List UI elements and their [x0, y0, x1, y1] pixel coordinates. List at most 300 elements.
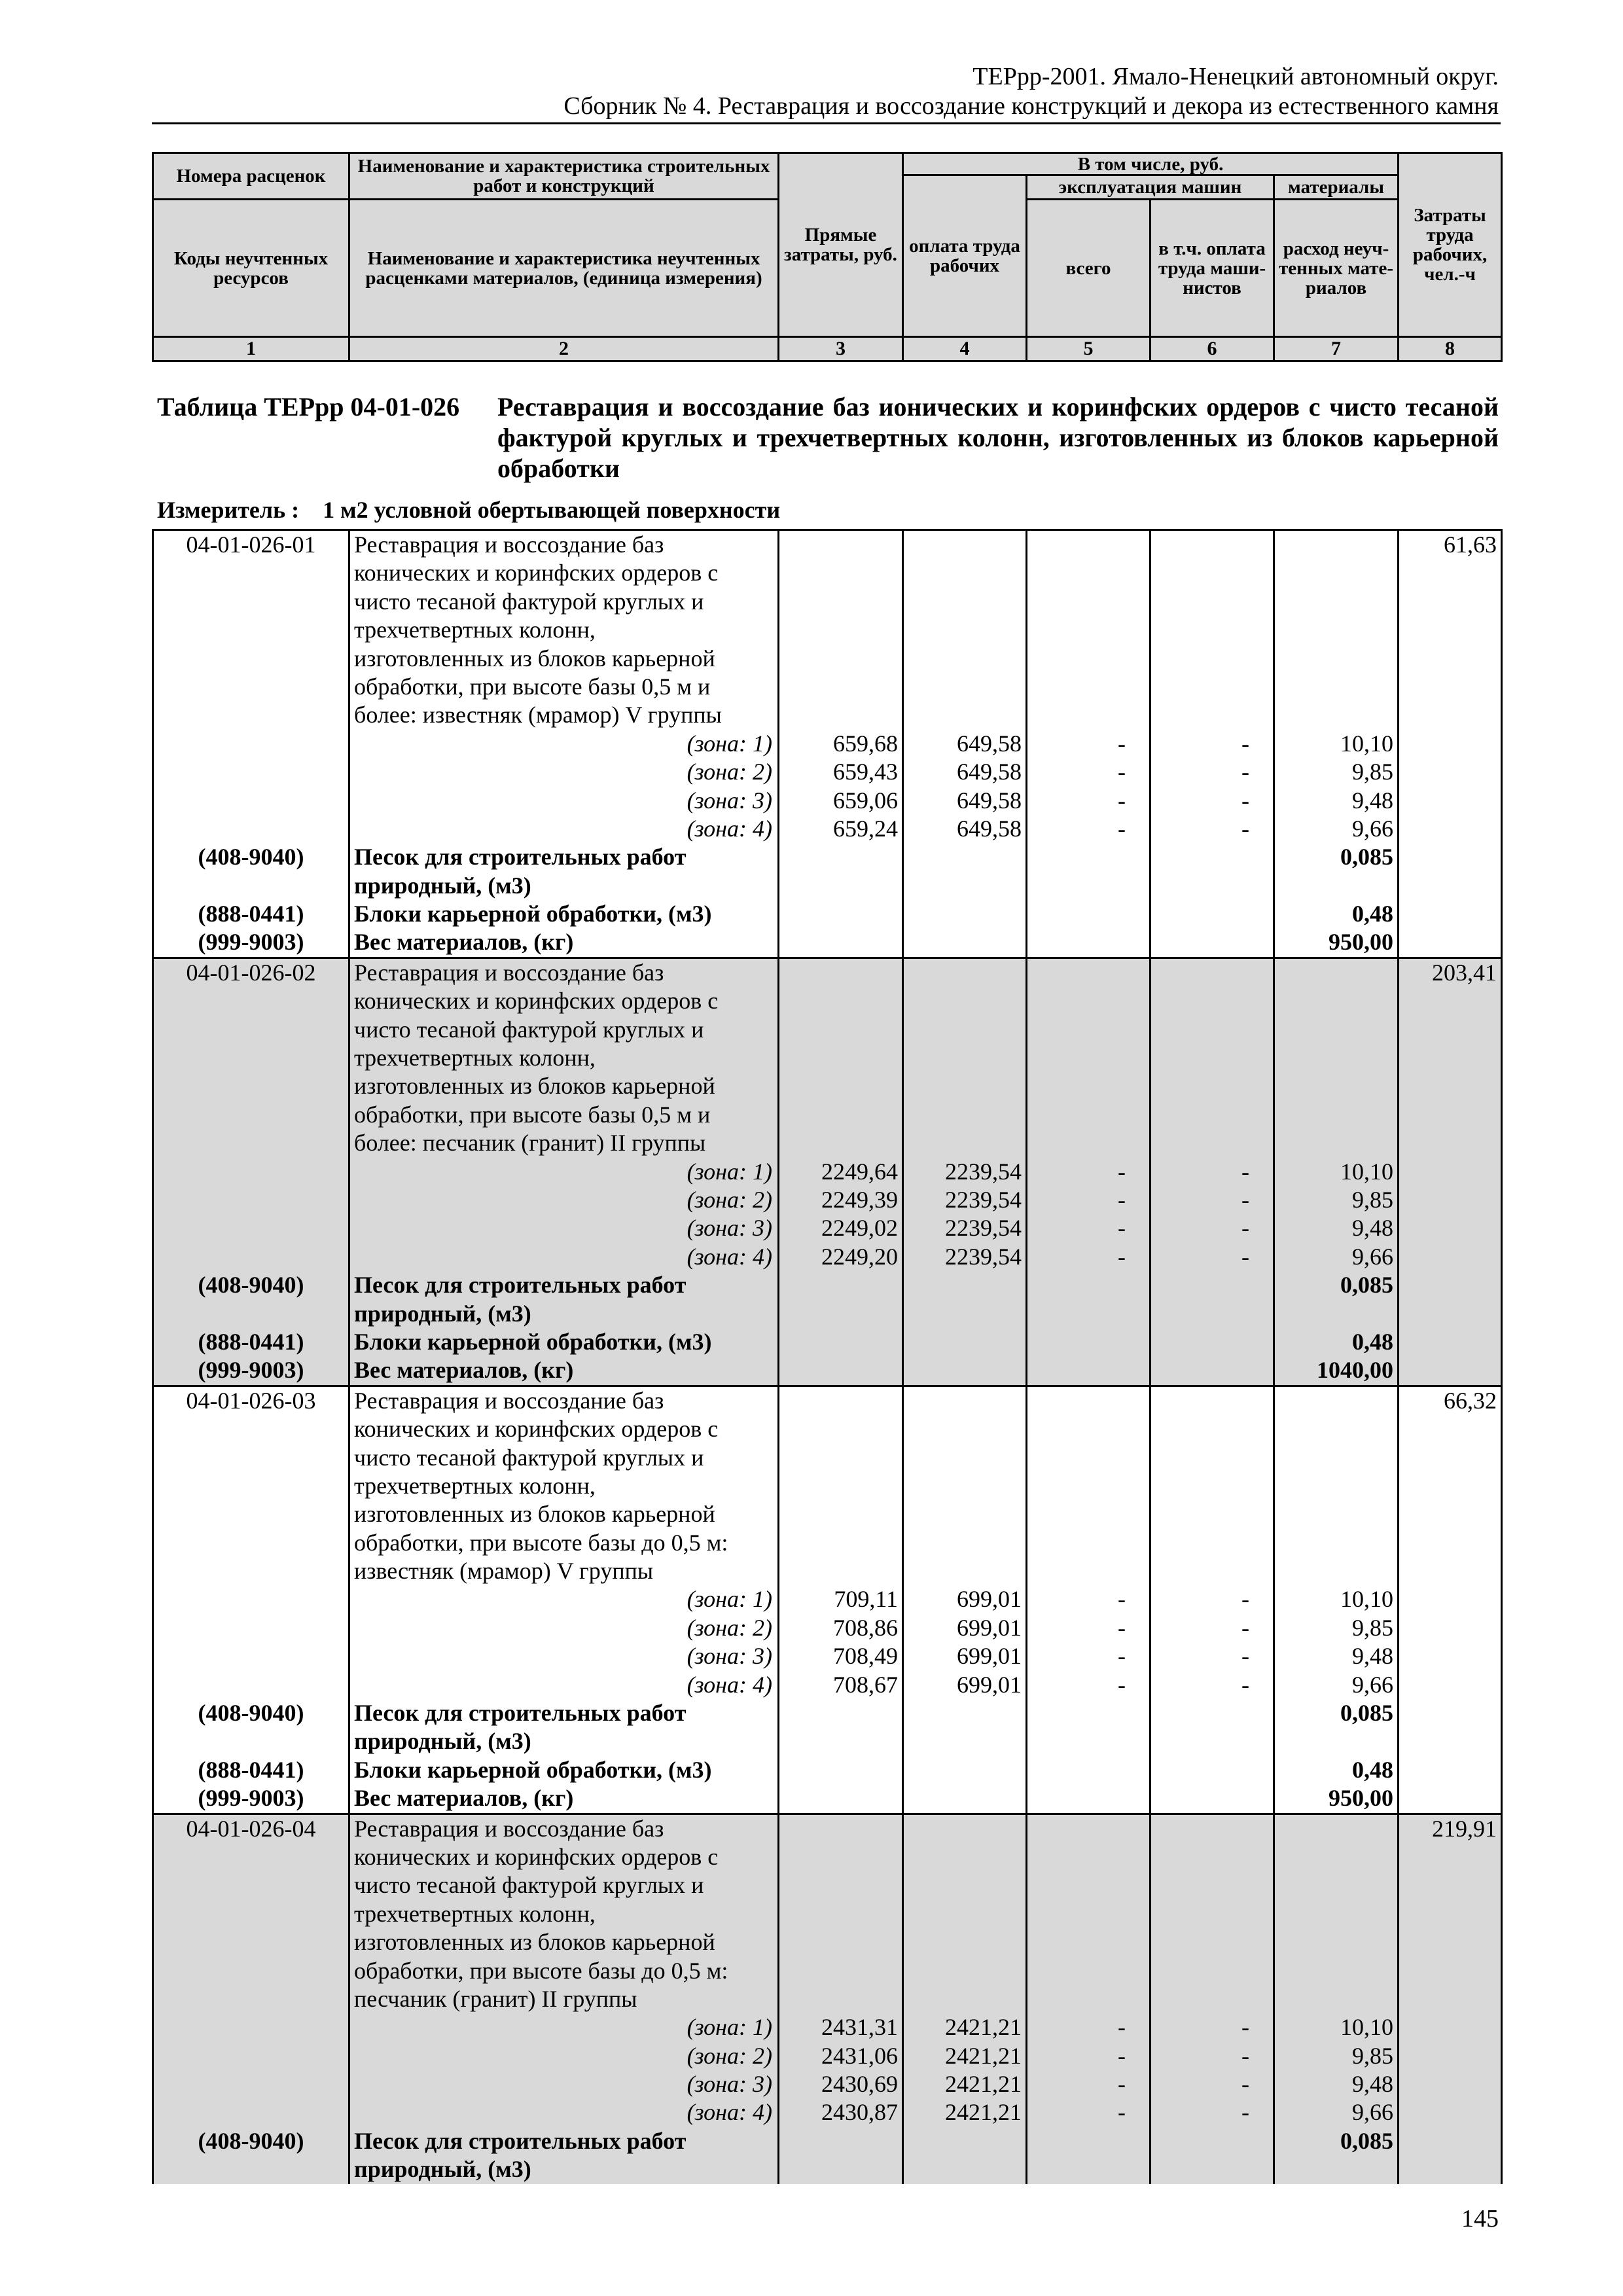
spacer — [904, 1072, 1022, 1100]
direct-cost-value: 2249,02 — [821, 1215, 898, 1242]
machine-total-cell — [1027, 1386, 1150, 1814]
spacer — [154, 1985, 348, 2013]
spacer — [904, 1415, 1022, 1443]
machinist-wages-value: - — [1241, 1243, 1249, 1270]
spacer — [1275, 701, 1393, 729]
spacer — [904, 1815, 1022, 1843]
spacer — [904, 1529, 1022, 1557]
spacer — [779, 559, 898, 587]
machinist-wages-cell — [1150, 1386, 1274, 1814]
description-cell — [349, 958, 779, 1386]
resource-qty: 950,00 — [1329, 929, 1393, 956]
col-num-3: 3 — [779, 337, 903, 361]
resource-code: (888-0441) — [198, 901, 304, 927]
machinist-wages-cell — [1150, 958, 1274, 1386]
spacer — [779, 843, 898, 871]
spacer — [1151, 1044, 1269, 1072]
labor-hours-value: 219,91 — [1432, 1815, 1497, 1842]
spacer — [1151, 2127, 1269, 2155]
spacer — [904, 1328, 1022, 1356]
spacer — [1027, 588, 1145, 616]
spacer — [779, 1415, 898, 1443]
zone-label: (зона: 3) — [687, 787, 772, 814]
spacer — [1151, 1928, 1269, 1956]
direct-cost-value: 708,86 — [833, 1614, 898, 1641]
wages-cell — [903, 530, 1027, 958]
machine-total-cell — [1027, 1814, 1150, 2184]
spacer — [154, 2042, 348, 2070]
wages-cell — [903, 1814, 1027, 2184]
spacer — [1027, 1815, 1145, 1843]
measure-label: Измеритель : — [157, 497, 300, 523]
running-header-collection: Сборник № 4. Реставрация и воссоздание конструкций и декора из естественного камня — [563, 92, 1499, 120]
description-line: чисто тесаной фактурой круглых и — [354, 1872, 704, 1899]
code-cell — [153, 1814, 349, 2184]
page-number: 145 — [1461, 2205, 1499, 2233]
spacer — [904, 1557, 1022, 1585]
spacer — [904, 559, 1022, 587]
spacer — [904, 2127, 1022, 2155]
spacer — [154, 645, 348, 673]
spacer — [1151, 673, 1269, 701]
materials-value: 9,48 — [1352, 1643, 1393, 1670]
spacer — [1151, 872, 1269, 900]
description-line: обработки, при высоте базы 0,5 м и — [354, 1101, 711, 1128]
spacer — [779, 1529, 898, 1557]
direct-cost-value: 709,11 — [834, 1586, 898, 1613]
spacer — [1027, 1387, 1145, 1415]
spacer — [1275, 1928, 1393, 1956]
resource-qty: 0,085 — [1340, 844, 1393, 870]
resource-code: (408-9040) — [198, 1700, 304, 1727]
spacer — [1027, 1101, 1145, 1129]
spacer — [1027, 843, 1145, 871]
spacer — [154, 1444, 348, 1472]
spacer — [1275, 1300, 1393, 1328]
spacer — [1027, 1784, 1145, 1812]
spacer — [1151, 1985, 1269, 2013]
machinist-wages-value: - — [1241, 1586, 1249, 1613]
resource-code: (999-9003) — [198, 1785, 304, 1812]
spacer — [1151, 1415, 1269, 1443]
wages-value: 2421,21 — [945, 2014, 1022, 2041]
wages-value: 649,58 — [957, 787, 1022, 814]
spacer — [1027, 1415, 1145, 1443]
machine-total-value: - — [1118, 1186, 1126, 1213]
spacer — [1275, 1557, 1393, 1585]
spacer — [779, 673, 898, 701]
col-num-7: 7 — [1274, 337, 1399, 361]
description-line: песчаник (гранит) II группы — [354, 1985, 637, 2012]
resource-name-line: Вес материалов, (кг) — [354, 929, 574, 956]
header-worker-wages: оплата труда рабочих — [903, 175, 1027, 337]
spacer — [1151, 1699, 1269, 1727]
resource-name-line: Вес материалов, (кг) — [354, 1785, 574, 1812]
wages-value: 2421,21 — [945, 2099, 1022, 2126]
zone-label: (зона: 2) — [687, 759, 772, 785]
spacer — [154, 1016, 348, 1044]
spacer — [154, 1871, 348, 1899]
spacer — [779, 2127, 898, 2155]
spacer — [1027, 928, 1145, 956]
spacer — [779, 1784, 898, 1812]
machinist-wages-value: - — [1241, 730, 1249, 757]
machine-total-value: - — [1118, 1215, 1126, 1242]
spacer — [779, 1900, 898, 1928]
description-line: трехчетвертных колонн, — [354, 617, 596, 643]
spacer — [154, 1671, 348, 1699]
rate-code: 04-01-026-02 — [186, 959, 316, 986]
materials-cell — [1274, 958, 1399, 1386]
resource-name-line: Блоки карьерной обработки, (м3) — [354, 1328, 712, 1355]
direct-cost-value: 659,24 — [833, 815, 898, 842]
machine-total-value: - — [1118, 2071, 1126, 2098]
spacer — [1027, 1328, 1145, 1356]
resource-qty: 0,48 — [1352, 901, 1393, 927]
spacer — [154, 1928, 348, 1956]
spacer — [1027, 1500, 1145, 1528]
spacer — [779, 1727, 898, 1755]
spacer — [154, 1585, 348, 1613]
description-line: Реставрация и воссоздание баз — [354, 959, 664, 986]
resource-code: (408-9040) — [198, 2127, 304, 2154]
wages-value: 649,58 — [957, 759, 1022, 785]
header-materials: материалы — [1274, 175, 1399, 200]
spacer — [779, 1557, 898, 1585]
description-line: более: песчаник (гранит) II группы — [354, 1130, 706, 1157]
spacer — [1151, 559, 1269, 587]
spacer — [1275, 1472, 1393, 1500]
spacer — [779, 1957, 898, 1985]
description-cell — [349, 1814, 779, 2184]
spacer — [154, 673, 348, 701]
direct-cost-value: 659,43 — [833, 759, 898, 785]
spacer — [1275, 1900, 1393, 1928]
spacer — [1151, 1129, 1269, 1157]
spacer — [1275, 673, 1393, 701]
spacer — [1151, 1356, 1269, 1384]
description-line: обработки, при высоте базы 0,5 м и — [354, 673, 711, 700]
spacer — [154, 987, 348, 1015]
spacer — [1151, 1900, 1269, 1928]
spacer — [1027, 1557, 1145, 1585]
spacer — [904, 928, 1022, 956]
machine-total-value: - — [1118, 1671, 1126, 1698]
spacer — [1275, 1843, 1393, 1871]
spacer — [1151, 645, 1269, 673]
spacer — [1151, 1784, 1269, 1812]
spacer — [1151, 1271, 1269, 1299]
spacer — [1151, 1387, 1269, 1415]
machinist-wages-value: - — [1241, 2099, 1249, 2126]
resource-name-line: природный, (м3) — [354, 872, 531, 899]
resource-qty: 950,00 — [1329, 1785, 1393, 1812]
spacer — [779, 1387, 898, 1415]
wages-value: 699,01 — [957, 1671, 1022, 1698]
machine-total-value: - — [1118, 1158, 1126, 1185]
direct-cost-value: 2249,20 — [821, 1243, 898, 1270]
header-material-name: Наименование и характеристика неучтенных расценками материалов, (единица измерения) — [349, 200, 779, 337]
description-line: известняк (мрамор) V группы — [354, 1558, 654, 1585]
description-line: конических и коринфских ордеров с — [354, 1843, 719, 1870]
spacer — [779, 1444, 898, 1472]
spacer — [1151, 987, 1269, 1015]
col-num-4: 4 — [903, 337, 1027, 361]
wages-cell — [903, 1386, 1027, 1814]
spacer — [904, 1472, 1022, 1500]
header-rule — [152, 122, 1501, 124]
header-resource-codes: Коды неучтенных ресурсов — [153, 200, 349, 337]
direct-costs-cell — [779, 1386, 903, 1814]
zone-label: (зона: 4) — [687, 815, 772, 842]
labor-hours-value: 203,41 — [1432, 959, 1497, 986]
spacer — [154, 1243, 348, 1271]
machinist-wages-value: - — [1241, 1158, 1249, 1185]
machine-total-value: - — [1118, 1586, 1126, 1613]
machine-total-value: - — [1118, 2042, 1126, 2069]
spacer — [779, 645, 898, 673]
spacer — [1151, 2155, 1269, 2183]
spacer — [154, 1129, 348, 1157]
header-material-consumption: расход неуч-тенных мате-риалов — [1274, 200, 1399, 337]
spacer — [154, 2070, 348, 2098]
spacer — [154, 1472, 348, 1500]
header-machine-total: всего — [1027, 200, 1150, 337]
spacer — [1027, 1843, 1145, 1871]
spacer — [904, 1871, 1022, 1899]
materials-value: 10,10 — [1340, 730, 1393, 757]
header-machine-operation: эксплуатация машин — [1027, 175, 1274, 200]
spacer — [1275, 1815, 1393, 1843]
spacer — [904, 1500, 1022, 1528]
description-line: Реставрация и воссоздание баз — [354, 1815, 664, 1842]
header-work-name: Наименование и характеристика строительных работ и конструкций — [349, 153, 779, 200]
machinist-wages-value: - — [1241, 2071, 1249, 2098]
machine-total-cell — [1027, 958, 1150, 1386]
description-line: изготовленных из блоков карьерной — [354, 645, 715, 672]
spacer — [1151, 1871, 1269, 1899]
spacer — [904, 1356, 1022, 1384]
spacer — [1027, 987, 1145, 1015]
resource-qty: 0,085 — [1340, 1272, 1393, 1299]
spacer — [1275, 1415, 1393, 1443]
wages-value: 649,58 — [957, 815, 1022, 842]
rate-entry — [153, 958, 1502, 1386]
spacer — [779, 1101, 898, 1129]
spacer — [904, 900, 1022, 928]
description-line: конических и коринфских ордеров с — [354, 560, 719, 586]
machine-total-value: - — [1118, 730, 1126, 757]
direct-costs-cell — [779, 1814, 903, 2184]
spacer — [904, 701, 1022, 729]
spacer — [1151, 1557, 1269, 1585]
direct-cost-value: 708,67 — [833, 1671, 898, 1698]
spacer — [779, 616, 898, 644]
spacer — [1275, 872, 1393, 900]
spacer — [779, 1871, 898, 1899]
spacer — [154, 2098, 348, 2126]
spacer — [904, 1129, 1022, 1157]
spacer — [779, 1699, 898, 1727]
spacer — [779, 1815, 898, 1843]
zone-label: (зона: 4) — [687, 1243, 772, 1270]
spacer — [1151, 1843, 1269, 1871]
header-direct-costs: Прямые затраты, руб. — [779, 153, 903, 337]
materials-value: 9,66 — [1352, 815, 1393, 842]
spacer — [1151, 928, 1269, 956]
spacer — [154, 730, 348, 758]
machine-total-cell — [1027, 530, 1150, 958]
spacer — [779, 588, 898, 616]
wages-value: 2239,54 — [945, 1186, 1022, 1213]
machinist-wages-value: - — [1241, 759, 1249, 785]
machinist-wages-value: - — [1241, 2014, 1249, 2041]
resource-code: (999-9003) — [198, 1357, 304, 1384]
description-line: более: известняк (мрамор) V группы — [354, 702, 722, 728]
rate-entry — [153, 530, 1502, 958]
spacer — [1027, 1072, 1145, 1100]
spacer — [154, 1614, 348, 1642]
zone-label: (зона: 4) — [687, 2099, 772, 2126]
materials-value: 9,85 — [1352, 1614, 1393, 1641]
description-line: Реставрация и воссоздание баз — [354, 1387, 664, 1414]
spacer — [1275, 1871, 1393, 1899]
resource-code: (408-9040) — [198, 1272, 304, 1299]
zone-label: (зона: 3) — [687, 2071, 772, 2098]
description-line: Реставрация и воссоздание баз — [354, 531, 664, 558]
spacer — [1275, 1444, 1393, 1472]
machinist-wages-value: - — [1241, 1186, 1249, 1213]
machinist-wages-value: - — [1241, 787, 1249, 814]
materials-value: 10,10 — [1340, 2014, 1393, 2041]
materials-cell — [1274, 1814, 1399, 2184]
direct-cost-value: 2249,39 — [821, 1186, 898, 1213]
spacer — [154, 1186, 348, 1214]
materials-value: 10,10 — [1340, 1586, 1393, 1613]
spacer — [1275, 987, 1393, 1015]
spacer — [779, 1072, 898, 1100]
spacer — [779, 928, 898, 956]
description-line: конических и коринфских ордеров с — [354, 988, 719, 1014]
machinist-wages-value: - — [1241, 1215, 1249, 1242]
spacer — [779, 1985, 898, 2013]
spacer — [904, 1756, 1022, 1784]
machinist-wages-cell — [1150, 530, 1274, 958]
spacer — [1275, 1044, 1393, 1072]
header-labor-hours: Затраты труда рабочих, чел.-ч — [1399, 153, 1502, 337]
spacer — [154, 2155, 348, 2183]
spacer — [154, 1101, 348, 1129]
spacer — [1027, 616, 1145, 644]
spacer — [904, 1928, 1022, 1956]
materials-value: 9,85 — [1352, 1186, 1393, 1213]
spacer — [154, 1214, 348, 1242]
rate-entry — [153, 1386, 1502, 1814]
spacer — [1151, 1300, 1269, 1328]
spacer — [1027, 2155, 1145, 2183]
zone-label: (зона: 3) — [687, 1643, 772, 1670]
spacer — [154, 872, 348, 900]
spacer — [904, 1699, 1022, 1727]
spacer — [1027, 872, 1145, 900]
description-line: изготовленных из блоков карьерной — [354, 1929, 715, 1956]
spacer — [1275, 1985, 1393, 2013]
col-num-8: 8 — [1399, 337, 1502, 361]
materials-value: 9,48 — [1352, 1215, 1393, 1242]
direct-cost-value: 2430,69 — [821, 2071, 898, 2098]
spacer — [154, 1072, 348, 1100]
spacer — [904, 1843, 1022, 1871]
machinist-wages-cell — [1150, 1814, 1274, 2184]
spacer — [154, 1900, 348, 1928]
direct-cost-value: 2430,87 — [821, 2099, 898, 2126]
spacer — [1151, 588, 1269, 616]
measure-value: 1 м2 условной обертывающей поверхности — [323, 497, 781, 523]
description-line: чисто тесаной фактурой круглых и — [354, 588, 704, 615]
direct-cost-value: 2431,06 — [821, 2042, 898, 2069]
spacer — [1027, 1356, 1145, 1384]
spacer — [1275, 1072, 1393, 1100]
spacer — [1275, 588, 1393, 616]
materials-value: 10,10 — [1340, 1158, 1393, 1185]
materials-value: 9,48 — [1352, 787, 1393, 814]
direct-cost-value: 2431,31 — [821, 2014, 898, 2041]
wages-value: 2239,54 — [945, 1215, 1022, 1242]
description-line: чисто тесаной фактурой круглых и — [354, 1444, 704, 1471]
machine-total-value: - — [1118, 1243, 1126, 1270]
spacer — [1275, 1129, 1393, 1157]
spacer — [154, 1529, 348, 1557]
spacer — [1275, 559, 1393, 587]
materials-value: 9,85 — [1352, 2042, 1393, 2069]
spacer — [1027, 673, 1145, 701]
spacer — [1151, 1957, 1269, 1985]
spacer — [154, 758, 348, 786]
wages-value: 699,01 — [957, 1614, 1022, 1641]
spacer — [1275, 616, 1393, 644]
description-cell — [349, 530, 779, 958]
col-num-1: 1 — [153, 337, 349, 361]
spacer — [154, 1957, 348, 1985]
resource-name-line: Песок для строительных работ — [354, 844, 687, 870]
description-cell — [349, 1386, 779, 1814]
spacer — [779, 1016, 898, 1044]
spacer — [1027, 559, 1145, 587]
spacer — [1151, 1444, 1269, 1472]
machine-total-value: - — [1118, 815, 1126, 842]
spacer — [1151, 900, 1269, 928]
machinist-wages-value: - — [1241, 1643, 1249, 1670]
description-line: чисто тесаной фактурой круглых и — [354, 1016, 704, 1043]
direct-costs-cell — [779, 530, 903, 958]
resource-qty: 0,085 — [1340, 2127, 1393, 2154]
spacer — [779, 900, 898, 928]
spacer — [1027, 1957, 1145, 1985]
spacer — [1275, 2155, 1393, 2183]
spacer — [154, 1727, 348, 1755]
spacer — [154, 559, 348, 587]
spacer — [779, 872, 898, 900]
spacer — [904, 531, 1022, 559]
spacer — [904, 1300, 1022, 1328]
spacer — [154, 1158, 348, 1186]
spacer — [779, 1328, 898, 1356]
spacer — [1151, 1500, 1269, 1528]
direct-cost-value: 708,49 — [833, 1643, 898, 1670]
spacer — [1151, 1756, 1269, 1784]
spacer — [779, 701, 898, 729]
labor-hours-value: 61,63 — [1444, 531, 1497, 558]
